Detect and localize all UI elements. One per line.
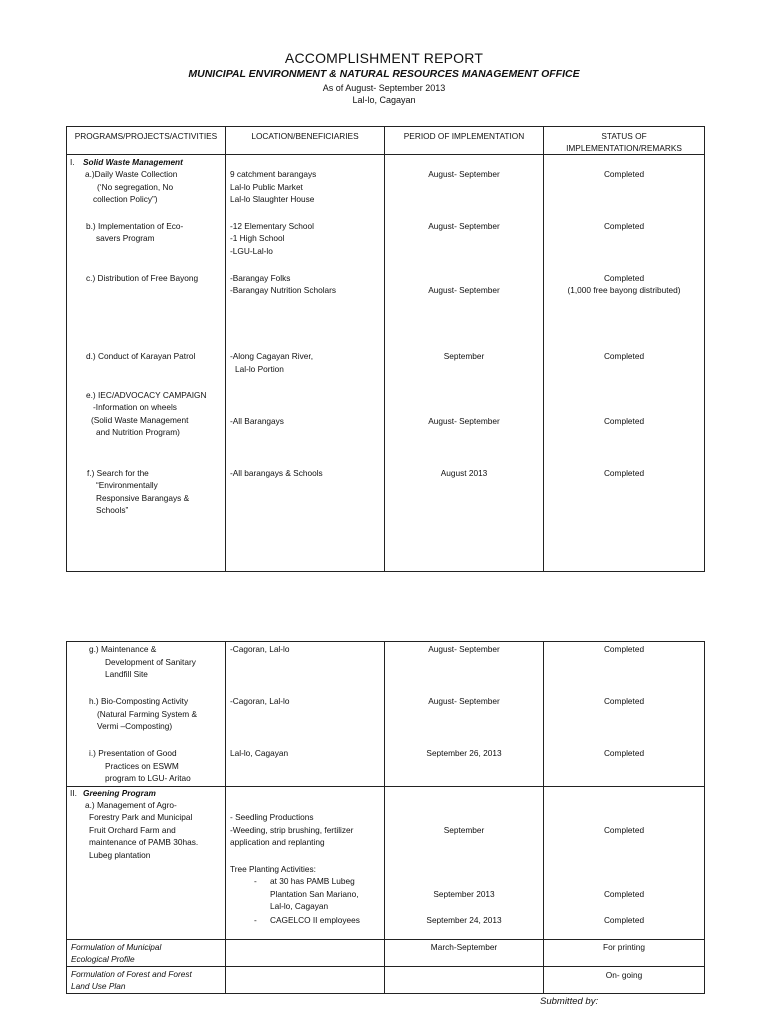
- report-location: Lal-lo, Cagayan: [352, 95, 416, 105]
- activity-e: e.) IEC/ADVOCACY CAMPAIGN: [86, 390, 207, 400]
- location-cell: -Cagoran, Lal-lo -Cagoran, Lal-lo Lal-lo, Cagayan: [226, 642, 385, 787]
- activity-f: f.) Search for the: [87, 468, 149, 478]
- status-cell: Completed Completed Completed: [544, 642, 705, 787]
- programs-cell: Formulation of Forest and Forest Land Use Plan: [67, 967, 226, 994]
- table-row: [67, 642, 705, 787]
- table-row: [67, 940, 705, 967]
- activity-d: d.) Conduct of Karayan Patrol: [86, 351, 196, 361]
- col-header-period: PERIOD OF IMPLEMENTATION: [385, 127, 544, 155]
- report-title: ACCOMPLISHMENT REPORT: [284, 50, 484, 66]
- period-cell: August- September August- September August- September September August- September August 2013: [385, 155, 544, 572]
- status-cell: On- going: [544, 967, 705, 994]
- location-cell: [226, 967, 385, 994]
- section-heading: Greening Program: [83, 788, 156, 798]
- col-header-location: LOCATION/BENEFICIARIES: [226, 127, 385, 155]
- section-heading: Solid Waste Management: [83, 157, 183, 167]
- period-cell: September September 2013 September 24, 2013: [385, 787, 544, 940]
- table-row: [67, 787, 705, 940]
- activity-b: b.) Implementation of Eco-: [86, 221, 184, 231]
- activity-g: g.) Maintenance &: [89, 644, 157, 654]
- accomplishment-table-2: [66, 641, 705, 994]
- accomplishment-table-1: [66, 126, 705, 572]
- location-cell: [226, 940, 385, 967]
- location-cell: - Seedling Productions -Weeding, strip brushing, fertilizer application and replanting Tree Planting Activities: - at 30 has PAMB Lubeg Plantation San Mariano, Lal-lo, Cagayan - CAGELCO II employees: [226, 787, 385, 940]
- col-header-status: STATUS OF IMPLEMENTATION/REMARKS: [544, 127, 705, 155]
- period-cell: March-September: [385, 940, 544, 967]
- location-cell: 9 catchment barangays Lal-lo Public Market Lal-lo Slaughter House -12 Elementary School -1 High School -LGU-Lal-lo -Barangay Folks -Barangay Nutrition Scholars -Along Cagayan River, Lal-lo Portion -All Barangays -All barangays & Schools: [226, 155, 385, 572]
- period-cell: [385, 967, 544, 994]
- table-row: [67, 155, 705, 572]
- programs-cell: I. Solid Waste Management a.)Daily Waste Collection (‘No segregation, No collection Policy”) b.) Implementation of Eco- savers Program c.) Distribution of Free Bayong d.) Conduct of Karayan Patrol e.) IEC/ADVOCACY CAMPAIGN -Information on wheels (Solid Waste Management and Nutrition Program) f.) Search for the “Environmentally Responsive Barangays & Schools”: [67, 155, 226, 572]
- status-cell: Completed Completed Completed (1,000 free bayong distributed) Completed Completed Completed: [544, 155, 705, 572]
- office-name: MUNICIPAL ENVIRONMENT & NATURAL RESOURCES MANAGEMENT OFFICE: [188, 68, 580, 80]
- activity-a: a.)Daily Waste Collection: [85, 169, 178, 179]
- section-number: I.: [70, 157, 75, 167]
- programs-cell: II. Greening Program a.) Management of Agro- Forestry Park and Municipal Fruit Orchard Farm and maintenance of PAMB 30has. Lubeg plantation: [67, 787, 226, 940]
- activity-greening-a: a.) Management of Agro-: [85, 800, 177, 810]
- activity-c: c.) Distribution of Free Bayong: [86, 273, 199, 283]
- table-row: [67, 967, 705, 994]
- status-cell: Completed Completed Completed: [544, 787, 705, 940]
- col-header-programs: PROGRAMS/PROJECTS/ACTIVITIES: [67, 127, 226, 155]
- tree-planting-heading: Tree Planting Activities:: [230, 864, 316, 874]
- activity-i: i.) Presentation of Good: [89, 748, 177, 758]
- submitted-by-label: Submitted by:: [540, 996, 599, 1007]
- period-cell: August- September August- September September 26, 2013: [385, 642, 544, 787]
- status-cell: For printing: [544, 940, 705, 967]
- programs-cell: Formulation of Municipal Ecological Profile: [67, 940, 226, 967]
- section-number: II.: [70, 788, 77, 798]
- activity-h: h.) Bio-Composting Activity: [89, 696, 189, 706]
- programs-cell: g.) Maintenance & Development of Sanitary Landfill Site h.) Bio-Composting Activity (Natural Farming System & Vermi –Composting) i.) Presentation of Good Practices on ESWM program to LGU- Aritao: [67, 642, 226, 787]
- report-period: As of August- September 2013: [322, 83, 446, 93]
